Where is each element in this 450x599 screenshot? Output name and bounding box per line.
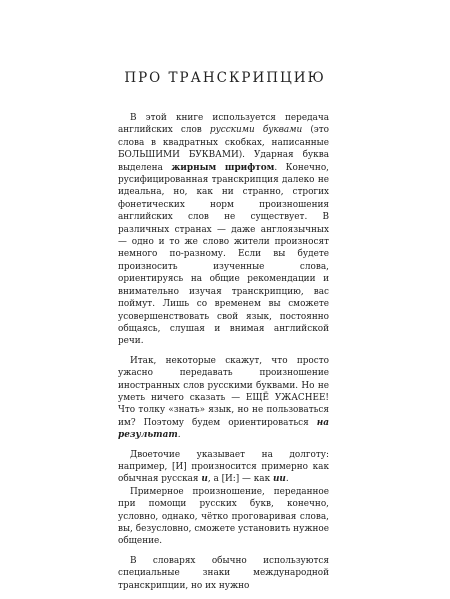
p1-italic-russian-letters: русскими буквами — [209, 125, 303, 136]
paragraph-approx: Примерное произношение, переданное при помощи русских букв, конечно, условно, однако, чётко проговаривая слова, вы, безусловно, сможете установить нужное общение. — [118, 486, 329, 547]
p2-bold-italic-result: на результат — [118, 417, 329, 441]
p1-text-e: . Конечно, русифицированная транскрипция далеко не идеальна, но, как ни странно, строгих фонетических норм произношения английских слов не существует. В различных странах — даже англоязычных — одно и то же слово жители произносят немного по-разному. Если вы будете произносить изученные слова, ориентируясь на общие рекомендации и внимательно изучая транскрипцию, вас поймут. Лишь со временем вы сможете усовершенствовать свой язык, постоянно общаясь, слушая и внимая английской речи. — [118, 162, 329, 347]
p3-text-a: Двоеточие указывает на долготу: например, [И] произносится примерно как обычная русская — [118, 449, 329, 485]
paragraph-result — [118, 355, 329, 442]
p1-text-c: (это слова в квадратных скобках, написанные БОЛЬШИМИ БУКВАМИ). Ударная буква выделена — [118, 125, 330, 173]
page-title: ПРО ТРАНСКРИПЦИЮ — [124, 70, 326, 86]
p3-text-e: . — [285, 474, 289, 485]
p1-bold-font: жирным шрифтом — [171, 162, 275, 173]
paragraph-dictionaries: В словарях обычно используются специальные знаки международной транскрипции, но их нужно — [118, 555, 329, 591]
p3-text-c: , а [И:] — как — [207, 474, 273, 485]
paragraph-colon — [118, 449, 329, 486]
p1-text-a: В этой книге используется передача английских слов — [118, 113, 329, 136]
p3-letter-i: и — [201, 474, 208, 485]
p2-text-c: . — [177, 430, 181, 441]
p3-letters-ii: ии — [272, 474, 286, 485]
p2-text-a: Итак, некоторые скажут, что просто ужасно передавать произношение иностранных слов русскими буквами. Но не уметь ничего сказать — ЕЩЁ УЖАСНЕЕ! Что толку «знать» язык, но не пользоваться им? Поэтому будем ориентироваться — [118, 355, 329, 428]
paragraph-intro — [118, 112, 329, 348]
body-text — [118, 112, 329, 599]
